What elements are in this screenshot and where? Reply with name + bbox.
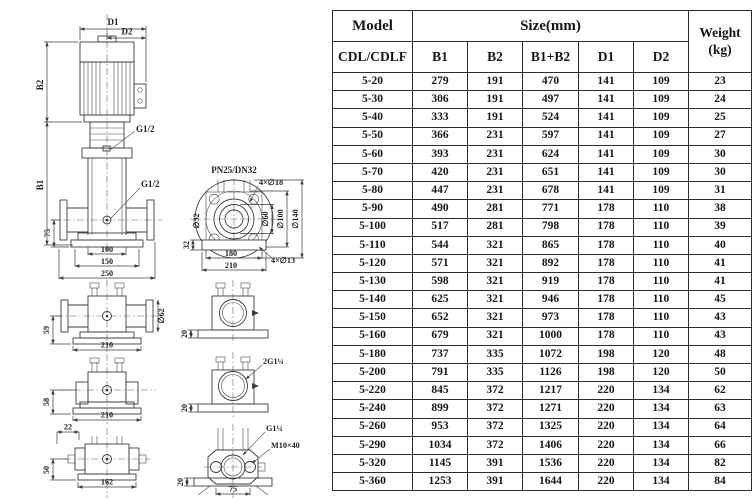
value-cell: 220: [579, 400, 634, 418]
value-cell: 41: [689, 273, 752, 291]
col-header-b1b2: B1+B2: [523, 42, 579, 73]
value-cell: 31: [689, 182, 752, 200]
value-cell: 178: [579, 254, 634, 272]
value-cell: 899: [413, 400, 468, 418]
value-cell: 624: [523, 145, 579, 163]
table-row: [333, 182, 752, 200]
value-cell: 30: [689, 163, 752, 181]
value-cell: 43: [689, 309, 752, 327]
value-cell: 220: [579, 454, 634, 472]
value-cell: 281: [468, 200, 523, 218]
value-cell: 220: [579, 436, 634, 454]
value-cell: 625: [413, 291, 468, 309]
value-cell: 141: [579, 182, 634, 200]
value-cell: 447: [413, 182, 468, 200]
pump-dimension-drawing: [0, 0, 332, 500]
value-cell: 231: [468, 182, 523, 200]
value-cell: 24: [689, 91, 752, 109]
value-cell: 231: [468, 145, 523, 163]
table-row: [333, 382, 752, 400]
dim-label-d2: D2: [121, 26, 133, 37]
flange-bolt-label-bottom: 4×∅13: [271, 256, 296, 265]
value-cell: 1253: [413, 473, 468, 491]
model-cell: 5-120: [333, 254, 413, 272]
value-cell: 598: [413, 273, 468, 291]
value-cell: 110: [634, 309, 689, 327]
value-cell: 220: [579, 473, 634, 491]
value-cell: 798: [523, 218, 579, 236]
value-cell: 372: [468, 382, 523, 400]
value-cell: 771: [523, 200, 579, 218]
col-header-weight: [689, 11, 752, 73]
value-cell: 973: [523, 309, 579, 327]
dim-label-d1: D1: [107, 17, 119, 27]
value-cell: 109: [634, 145, 689, 163]
value-cell: 393: [413, 145, 468, 163]
dim-label-20b: 20: [180, 403, 189, 413]
col-header-model: Model: [333, 11, 413, 42]
value-cell: 23: [689, 73, 752, 91]
value-cell: 109: [634, 109, 689, 127]
value-cell: 64: [689, 418, 752, 436]
value-cell: 220: [579, 418, 634, 436]
table-row: [333, 109, 752, 127]
value-cell: 335: [468, 345, 523, 363]
model-cell: 5-200: [333, 364, 413, 382]
table-row: [333, 91, 752, 109]
value-cell: 845: [413, 382, 468, 400]
table-row: [333, 327, 752, 345]
value-cell: 109: [634, 163, 689, 181]
port-label-2g114: 2G1¼: [263, 357, 284, 366]
table-row: [333, 163, 752, 181]
value-cell: 45: [689, 291, 752, 309]
value-cell: 231: [468, 127, 523, 145]
value-cell: 178: [579, 200, 634, 218]
model-cell: 5-140: [333, 291, 413, 309]
flange-title: PN25/DN32: [211, 165, 257, 175]
value-cell: 134: [634, 454, 689, 472]
value-cell: 191: [468, 109, 523, 127]
value-cell: 220: [579, 382, 634, 400]
table-row: [333, 73, 752, 91]
value-cell: 791: [413, 364, 468, 382]
port-view-1: [180, 280, 268, 344]
dim-label-50: 50: [42, 465, 51, 475]
side-view-1: [42, 280, 166, 352]
port-label-g114: G1¼: [266, 424, 283, 433]
value-cell: 1536: [523, 454, 579, 472]
dim-label-210a: 210: [100, 340, 114, 350]
dim-label-32h: 32: [182, 240, 191, 250]
table-row: [333, 200, 752, 218]
col-header-b1: B1: [413, 42, 468, 73]
value-cell: 366: [413, 127, 468, 145]
value-cell: 946: [523, 291, 579, 309]
spec-table: [332, 10, 752, 491]
value-cell: 1145: [413, 454, 468, 472]
model-cell: 5-360: [333, 473, 413, 491]
model-cell: 5-80: [333, 182, 413, 200]
value-cell: 497: [523, 91, 579, 109]
value-cell: 109: [634, 182, 689, 200]
table-row: [333, 127, 752, 145]
value-cell: 25: [689, 109, 752, 127]
value-cell: 39: [689, 218, 752, 236]
table-row: [333, 473, 752, 491]
value-cell: 110: [634, 236, 689, 254]
value-cell: 63: [689, 400, 752, 418]
table-row: [333, 236, 752, 254]
model-cell: 5-260: [333, 418, 413, 436]
model-cell: 5-290: [333, 436, 413, 454]
dim-label-b2: B2: [35, 79, 45, 91]
model-cell: 5-130: [333, 273, 413, 291]
value-cell: 134: [634, 418, 689, 436]
side-view-3: [42, 423, 150, 499]
value-cell: 597: [523, 127, 579, 145]
value-cell: 524: [523, 109, 579, 127]
model-cell: 5-60: [333, 145, 413, 163]
value-cell: 678: [523, 182, 579, 200]
value-cell: 281: [468, 218, 523, 236]
value-cell: 62: [689, 382, 752, 400]
value-cell: 321: [468, 291, 523, 309]
value-cell: 120: [634, 364, 689, 382]
value-cell: 321: [468, 236, 523, 254]
dim-label-58: 58: [42, 397, 51, 407]
value-cell: 110: [634, 273, 689, 291]
value-cell: 198: [579, 364, 634, 382]
value-cell: 110: [634, 327, 689, 345]
value-cell: 110: [634, 200, 689, 218]
value-cell: 321: [468, 254, 523, 272]
value-cell: 82: [689, 454, 752, 472]
value-cell: 50: [689, 364, 752, 382]
value-cell: 919: [523, 273, 579, 291]
value-cell: 652: [413, 309, 468, 327]
table-row: [333, 436, 752, 454]
value-cell: 333: [413, 109, 468, 127]
value-cell: 191: [468, 73, 523, 91]
dia-label-100: ∅100: [276, 209, 285, 229]
dim-label-150: 150: [100, 257, 114, 266]
value-cell: 544: [413, 236, 468, 254]
value-cell: 27: [689, 127, 752, 145]
dim-label-210b: 210: [100, 410, 114, 420]
dim-label-75: 75: [43, 228, 52, 238]
port-view-2: [180, 352, 284, 418]
dim-label-b1: B1: [35, 179, 45, 191]
side-view-2: [42, 354, 156, 424]
weight-label-line2: (kg): [708, 41, 732, 57]
dia-label-60: ∅60: [261, 211, 270, 227]
value-cell: 865: [523, 236, 579, 254]
port-label-g12-top: G1/2: [136, 124, 155, 134]
value-cell: 191: [468, 91, 523, 109]
dim-label-75b: 75: [228, 484, 238, 494]
flange-bolt-label-top: 4×∅18: [259, 178, 284, 187]
value-cell: 335: [468, 364, 523, 382]
value-cell: 517: [413, 218, 468, 236]
dim-label-59: 59: [42, 325, 51, 335]
dia-label-140: ∅140: [291, 209, 300, 229]
port-view-3: [176, 424, 300, 498]
table-row: [333, 364, 752, 382]
table-body: [333, 73, 752, 491]
value-cell: 1406: [523, 436, 579, 454]
model-cell: 5-40: [333, 109, 413, 127]
dim-label-180: 180: [224, 249, 238, 258]
col-header-size: Size(mm): [413, 11, 689, 42]
dim-label-20a: 20: [180, 329, 189, 339]
value-cell: 141: [579, 109, 634, 127]
value-cell: 43: [689, 327, 752, 345]
value-cell: 1000: [523, 327, 579, 345]
weight-label-line1: Weight: [699, 24, 741, 40]
value-cell: 48: [689, 345, 752, 363]
value-cell: 321: [468, 273, 523, 291]
value-cell: 178: [579, 309, 634, 327]
value-cell: 178: [579, 273, 634, 291]
value-cell: 1644: [523, 473, 579, 491]
table-row: [333, 345, 752, 363]
col-header-model-series: CDL/CDLF: [333, 42, 413, 73]
value-cell: 38: [689, 200, 752, 218]
table-row: [333, 145, 752, 163]
bolt-label-m10x40: M10×40: [271, 441, 300, 450]
dim-label-100: 100: [100, 245, 114, 254]
value-cell: 1034: [413, 436, 468, 454]
table-row: [333, 291, 752, 309]
value-cell: 110: [634, 291, 689, 309]
value-cell: 372: [468, 418, 523, 436]
value-cell: 41: [689, 254, 752, 272]
flange-top-view: [182, 165, 304, 271]
value-cell: 66: [689, 436, 752, 454]
value-cell: 679: [413, 327, 468, 345]
dim-label-162: 162: [100, 477, 114, 487]
dia-label-62: ∅62: [157, 308, 166, 324]
value-cell: 279: [413, 73, 468, 91]
value-cell: 178: [579, 291, 634, 309]
value-cell: 1072: [523, 345, 579, 363]
value-cell: 231: [468, 163, 523, 181]
value-cell: 110: [634, 218, 689, 236]
model-cell: 5-30: [333, 91, 413, 109]
col-header-b2: B2: [468, 42, 523, 73]
value-cell: 372: [468, 400, 523, 418]
value-cell: 141: [579, 163, 634, 181]
table-row: [333, 218, 752, 236]
table-row: [333, 418, 752, 436]
model-cell: 5-90: [333, 200, 413, 218]
value-cell: 109: [634, 127, 689, 145]
value-cell: 306: [413, 91, 468, 109]
model-cell: 5-20: [333, 73, 413, 91]
front-view: [35, 14, 162, 279]
model-cell: 5-160: [333, 327, 413, 345]
value-cell: 134: [634, 436, 689, 454]
table-row: [333, 273, 752, 291]
model-cell: 5-240: [333, 400, 413, 418]
value-cell: 40: [689, 236, 752, 254]
value-cell: 737: [413, 345, 468, 363]
col-header-d1: D1: [579, 42, 634, 73]
value-cell: 141: [579, 145, 634, 163]
table-row: [333, 309, 752, 327]
value-cell: 134: [634, 400, 689, 418]
value-cell: 391: [468, 454, 523, 472]
value-cell: 953: [413, 418, 468, 436]
value-cell: 420: [413, 163, 468, 181]
dim-label-20c: 20: [176, 477, 185, 487]
value-cell: 120: [634, 345, 689, 363]
value-cell: 30: [689, 145, 752, 163]
dim-label-250: 250: [100, 269, 114, 278]
value-cell: 134: [634, 473, 689, 491]
value-cell: 84: [689, 473, 752, 491]
value-cell: 141: [579, 91, 634, 109]
port-label-g12-mid: G1/2: [141, 179, 160, 189]
value-cell: 321: [468, 327, 523, 345]
dim-label-210f: 210: [224, 261, 238, 270]
model-cell: 5-50: [333, 127, 413, 145]
model-cell: 5-150: [333, 309, 413, 327]
model-cell: 5-180: [333, 345, 413, 363]
value-cell: 391: [468, 473, 523, 491]
value-cell: 1325: [523, 418, 579, 436]
table-row: [333, 454, 752, 472]
value-cell: 110: [634, 254, 689, 272]
table-row: [333, 400, 752, 418]
table-row: [333, 254, 752, 272]
value-cell: 141: [579, 127, 634, 145]
value-cell: 134: [634, 382, 689, 400]
dia-label-32: ∅32: [192, 213, 201, 229]
model-cell: 5-320: [333, 454, 413, 472]
model-cell: 5-220: [333, 382, 413, 400]
value-cell: 372: [468, 436, 523, 454]
value-cell: 1217: [523, 382, 579, 400]
value-cell: 109: [634, 73, 689, 91]
value-cell: 178: [579, 218, 634, 236]
col-header-d2: D2: [634, 42, 689, 73]
value-cell: 198: [579, 345, 634, 363]
value-cell: 178: [579, 327, 634, 345]
value-cell: 178: [579, 236, 634, 254]
value-cell: 651: [523, 163, 579, 181]
value-cell: 470: [523, 73, 579, 91]
value-cell: 109: [634, 91, 689, 109]
value-cell: 141: [579, 73, 634, 91]
value-cell: 571: [413, 254, 468, 272]
model-cell: 5-110: [333, 236, 413, 254]
model-cell: 5-100: [333, 218, 413, 236]
model-cell: 5-70: [333, 163, 413, 181]
dim-label-22: 22: [63, 422, 73, 432]
value-cell: 321: [468, 309, 523, 327]
value-cell: 1126: [523, 364, 579, 382]
value-cell: 892: [523, 254, 579, 272]
value-cell: 1271: [523, 400, 579, 418]
value-cell: 490: [413, 200, 468, 218]
